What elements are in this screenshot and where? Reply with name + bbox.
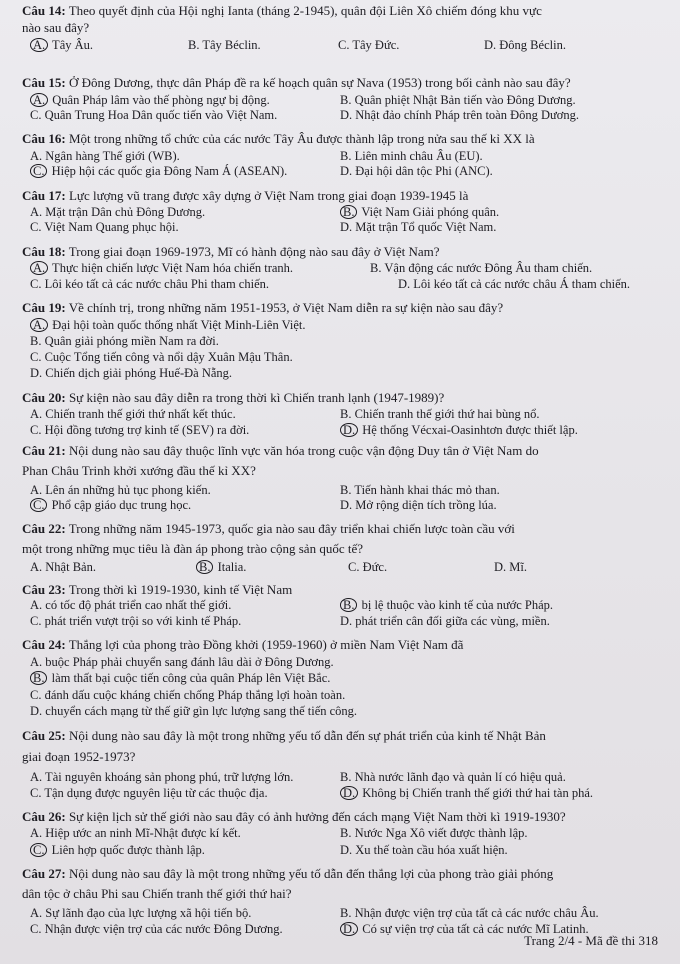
question-14-line: [22, 3, 542, 18]
circled-answer-letter: B.: [196, 560, 213, 574]
page-footer: Trang 2/4 - Mã đề thi 318: [524, 933, 658, 948]
option-text: Ngân hàng Thế giới (WB).: [42, 149, 180, 163]
option-b[interactable]: [340, 906, 599, 921]
option-a[interactable]: [30, 560, 96, 575]
question-text: Thắng lợi của phong trào Đồng khởi (1959-1960) ở miền Nam Việt Nam đã: [68, 637, 464, 652]
option-d[interactable]: [340, 922, 589, 937]
question-text: Nội dung nào sau đây là một trong những yếu tố dẫn đến thắng lợi của phong trào giải phóng: [68, 866, 554, 881]
question-25-line: [22, 728, 546, 743]
question-15-line: [22, 75, 571, 90]
option-letter: D.: [340, 220, 353, 234]
question-text: giai đoạn 1952-1973?: [22, 749, 136, 764]
option-letter: A.: [30, 598, 43, 612]
option-b[interactable]: [340, 770, 566, 785]
option-text: Không bị Chiến tranh thế giới thứ hai tàn phá.: [359, 786, 593, 800]
option-letter: A.: [30, 483, 43, 497]
option-text: Cuộc Tổng tiến công và nổi dậy Xuân Mậu Thân.: [41, 350, 293, 364]
option-letter: D.: [340, 498, 353, 512]
option-text: Liên hợp quốc được thành lập.: [48, 843, 205, 857]
question-number: Câu 22:: [22, 521, 66, 536]
option-text: Liên minh châu Âu (EU).: [351, 149, 483, 163]
option-text: Đông Béclin.: [496, 38, 566, 52]
option-letter: C.: [348, 560, 360, 574]
option-a[interactable]: [30, 598, 231, 613]
option-text: Tiến hành khai thác mỏ than.: [351, 483, 500, 497]
option-letter: B.: [340, 407, 352, 421]
option-letter: C.: [30, 688, 42, 702]
option-text: Mặt trận Tổ quốc Việt Nam.: [352, 220, 497, 234]
option-letter: A.: [30, 407, 43, 421]
option-text: phát triển vượt trội so với kinh tế Pháp.: [41, 614, 242, 628]
option-text: phát triển cân đối giữa các vùng, miền.: [352, 614, 550, 628]
question-16-line: [22, 131, 535, 146]
circled-answer-letter: B.: [340, 205, 357, 219]
option-b[interactable]: [196, 560, 246, 575]
option-letter: A.: [30, 560, 43, 574]
circled-answer-letter: C.: [30, 164, 47, 178]
option-d[interactable]: [340, 614, 550, 629]
option-text: Lôi kéo tất cả các nước châu Phi tham chiến.: [41, 277, 270, 291]
question-text: Về chính trị, trong những năm 1951-1953, ở Việt Nam diễn ra sự kiện nào sau đây?: [68, 300, 504, 315]
question-number: Câu 19:: [22, 300, 66, 315]
option-letter: D.: [340, 614, 353, 628]
option-letter: C.: [338, 38, 350, 52]
option-letter: D.: [484, 38, 497, 52]
question-number: Câu 23:: [22, 582, 66, 597]
question-text: Sự kiện nào sau đây diễn ra trong thời kì Chiến tranh lạnh (1947-1989)?: [68, 390, 445, 405]
circled-answer-letter: B.: [340, 598, 357, 612]
question-17-line: [22, 188, 468, 203]
option-b[interactable]: [340, 598, 553, 613]
question-text: nào sau đây?: [22, 20, 90, 35]
option-text: Chiến tranh thế giới thứ hai bùng nổ.: [351, 407, 540, 421]
option-text: đánh dấu cuộc kháng chiến chống Pháp thắng lợi hoàn toàn.: [41, 688, 346, 702]
option-a[interactable]: [30, 38, 93, 53]
question-text: một trong những mục tiêu là đàn áp phong trào cộng sản quốc tế?: [22, 541, 363, 556]
option-c[interactable]: [30, 922, 283, 937]
option-d[interactable]: [340, 108, 579, 123]
option-d[interactable]: [340, 423, 578, 438]
option-text: Có sự viện trợ của tất cả các nước Mĩ Latinh.: [359, 922, 589, 936]
option-a[interactable]: [30, 407, 236, 422]
option-b[interactable]: [188, 38, 261, 53]
circled-answer-letter: A.: [30, 38, 48, 52]
option-letter: C.: [30, 922, 42, 936]
option-letter: A.: [30, 770, 43, 784]
question-number: Câu 18:: [22, 244, 66, 259]
option-letter: D.: [340, 164, 353, 178]
question-text: Trong những năm 1945-1973, quốc gia nào sau đây triển khai chiến lược toàn cầu với: [68, 521, 515, 536]
question-number: Câu 16:: [22, 131, 66, 146]
option-letter: C.: [30, 277, 42, 291]
option-b[interactable]: [340, 205, 499, 220]
question-text: Nội dung nào sau đây thuộc lĩnh vực văn hóa trong cuộc vận động Duy tân ở Việt Nam do: [68, 443, 539, 458]
question-22-line: [22, 541, 363, 556]
option-text: Tây Đức.: [349, 38, 400, 52]
option-text: Quân phiệt Nhật Bản tiến vào Đông Dương.: [351, 93, 576, 107]
option-text: Mặt trận Dân chủ Đông Dương.: [42, 205, 206, 219]
question-number: Câu 20:: [22, 390, 66, 405]
option-a[interactable]: [30, 906, 251, 921]
option-letter: C.: [30, 108, 42, 122]
option-letter: D.: [340, 843, 353, 857]
option-text: Tài nguyên khoáng sản phong phú, trữ lượng lớn.: [42, 770, 294, 784]
option-text: chuyển cách mạng từ thế giữ gìn lực lượng sang thế tiến công.: [42, 704, 358, 718]
question-text: Lực lượng vũ trang được xây dựng ở Việt Nam trong giai đoạn 1939-1945 là: [68, 188, 469, 203]
option-letter: B.: [340, 906, 352, 920]
question-text: Ở Đông Dương, thực dân Pháp đề ra kế hoạch quân sự Nava (1953) trong bối cảnh nào sau đây?: [68, 75, 571, 90]
question-number: Câu 21:: [22, 443, 66, 458]
option-text: Phổ cập giáo dục trung học.: [48, 498, 192, 512]
option-letter: A.: [30, 655, 43, 669]
option-text: Thực hiện chiến lược Việt Nam hóa chiến tranh.: [49, 261, 294, 275]
option-b[interactable]: [340, 826, 528, 841]
option-c[interactable]: [30, 786, 268, 801]
option-text: Hiệp hội các quốc gia Đông Nam Á (ASEAN).: [48, 164, 288, 178]
question-24-line: [22, 637, 463, 652]
question-22-line: [22, 521, 515, 536]
option-letter: B.: [188, 38, 200, 52]
circled-answer-letter: A.: [30, 261, 48, 275]
option-text: Nhà nước lãnh đạo và quản lí có hiệu quả.: [351, 770, 566, 784]
option-letter: C.: [30, 220, 42, 234]
option-c[interactable]: [338, 38, 399, 53]
option-b[interactable]: [30, 334, 219, 349]
option-a[interactable]: [30, 205, 205, 220]
option-letter: A.: [30, 826, 43, 840]
option-text: Hiệp ước an ninh Mĩ-Nhật được kí kết.: [42, 826, 241, 840]
option-d[interactable]: [340, 164, 493, 179]
option-a[interactable]: [30, 93, 270, 108]
question-text: Sự kiện lịch sử thế giới nào sau đây có ảnh hưởng đến cách mạng Việt Nam thời kì 1919-1930?: [68, 809, 566, 824]
option-c[interactable]: [30, 164, 287, 179]
option-letter: B.: [340, 149, 352, 163]
circled-answer-letter: D.: [340, 786, 358, 800]
option-c[interactable]: [348, 560, 387, 575]
option-d[interactable]: [340, 498, 497, 513]
question-18-line: [22, 244, 440, 259]
option-c[interactable]: [30, 220, 179, 235]
option-letter: C.: [30, 350, 42, 364]
option-a[interactable]: [30, 261, 293, 276]
option-text: Quân Pháp lâm vào thế phòng ngự bị động.: [49, 93, 270, 107]
option-d[interactable]: [340, 786, 593, 801]
option-b[interactable]: [340, 407, 539, 422]
option-text: Việt Nam Quang phục hội.: [41, 220, 179, 234]
question-text: dân tộc ở châu Phi sau Chiến tranh thế giới thứ hai?: [22, 886, 292, 901]
option-text: Mĩ.: [506, 560, 527, 574]
option-b[interactable]: [340, 483, 500, 498]
question-27-line: [22, 866, 553, 881]
option-letter: B.: [340, 93, 352, 107]
option-text: Tây Béclin.: [199, 38, 261, 52]
option-c[interactable]: [30, 277, 269, 292]
option-text: Xu thế toàn cầu hóa xuất hiện.: [352, 843, 508, 857]
option-text: Mở rộng diện tích trồng lúa.: [352, 498, 497, 512]
question-number: Câu 25:: [22, 728, 66, 743]
option-c[interactable]: [30, 498, 191, 513]
question-14-line: [22, 20, 89, 35]
option-text: Quân giải phóng miền Nam ra đời.: [41, 334, 219, 348]
circled-answer-letter: A.: [30, 93, 48, 107]
question-number: Câu 14:: [22, 3, 66, 18]
option-letter: C.: [30, 614, 42, 628]
option-c[interactable]: [30, 843, 205, 858]
option-text: Đại hội toàn quốc thống nhất Việt Minh-Liên Việt.: [49, 318, 306, 332]
option-text: Sự lãnh đạo của lực lượng xã hội tiến bộ.: [42, 906, 252, 920]
option-a[interactable]: [30, 655, 334, 670]
question-number: Câu 27:: [22, 866, 66, 881]
circled-answer-letter: D.: [340, 423, 358, 437]
question-21-line: [22, 443, 539, 458]
option-d[interactable]: [30, 366, 232, 381]
option-d[interactable]: [398, 277, 630, 292]
option-text: Nhận được viện trợ của các nước Đông Dương.: [41, 922, 283, 936]
circled-answer-letter: A.: [30, 318, 48, 332]
option-d[interactable]: [30, 704, 357, 719]
option-letter: A.: [30, 205, 43, 219]
question-number: Câu 26:: [22, 809, 66, 824]
question-20-line: [22, 390, 444, 405]
question-19-line: [22, 300, 503, 315]
question-number: Câu 17:: [22, 188, 66, 203]
option-a[interactable]: [30, 149, 180, 164]
option-d[interactable]: [340, 843, 508, 858]
question-21-line: [22, 463, 256, 478]
option-text: Nhận được viện trợ của tất cả các nước châu Âu.: [351, 906, 599, 920]
question-text: Trong thời kì 1919-1930, kinh tế Việt Nam: [68, 582, 293, 597]
option-d[interactable]: [494, 560, 527, 575]
option-c[interactable]: [30, 688, 345, 703]
option-letter: D.: [494, 560, 507, 574]
option-c[interactable]: [30, 614, 241, 629]
question-25-line: [22, 749, 135, 764]
option-text: Nước Nga Xô viết được thành lập.: [351, 826, 528, 840]
question-text: Một trong những tổ chức của các nước Tây Âu được thành lập trong nửa sau thế kỉ XX là: [68, 131, 535, 146]
option-text: Italia.: [214, 560, 247, 574]
circled-answer-letter: C.: [30, 843, 47, 857]
option-text: Việt Nam Giải phóng quân.: [358, 205, 500, 219]
option-text: Quân Trung Hoa Dân quốc tiến vào Việt Nam.: [41, 108, 278, 122]
option-b[interactable]: [30, 671, 330, 686]
option-text: Đại hội dân tộc Phi (ANC).: [352, 164, 493, 178]
option-text: Hệ thống Vécxai-Oasinhtơn được thiết lập.: [359, 423, 578, 437]
option-letter: D.: [30, 366, 43, 380]
option-d[interactable]: [484, 38, 566, 53]
option-a[interactable]: [30, 318, 306, 333]
option-letter: B.: [30, 334, 42, 348]
option-text: Chiến dịch giải phóng Huế-Đà Nẵng.: [42, 366, 233, 380]
option-letter: A.: [30, 906, 43, 920]
circled-answer-letter: B.: [30, 671, 47, 685]
option-letter: B.: [340, 826, 352, 840]
option-text: làm thất bại cuộc tiến công của quân Pháp lên Việt Bắc.: [48, 671, 331, 685]
option-text: Chiến tranh thế giới thứ nhất kết thúc.: [42, 407, 236, 421]
option-text: buộc Pháp phải chuyển sang đánh lâu dài ở Đông Dương.: [42, 655, 334, 669]
option-d[interactable]: [340, 220, 496, 235]
option-letter: C.: [30, 786, 42, 800]
option-letter: B.: [340, 770, 352, 784]
option-text: Lên án những hủ tục phong kiến.: [42, 483, 211, 497]
question-26-line: [22, 809, 566, 824]
option-text: Nhật Bản.: [42, 560, 96, 574]
option-text: Lôi kéo tất cả các nước châu Á tham chiến.: [410, 277, 631, 291]
option-b[interactable]: [340, 149, 483, 164]
option-b[interactable]: [370, 261, 592, 276]
option-text: bị lệ thuộc vào kinh tế của nước Pháp.: [358, 598, 554, 612]
option-letter: A.: [30, 149, 43, 163]
option-text: Tận dụng được nguyên liệu từ các thuộc địa.: [41, 786, 268, 800]
option-letter: C.: [30, 423, 42, 437]
option-a[interactable]: [30, 770, 293, 785]
option-letter: D.: [340, 108, 353, 122]
option-c[interactable]: [30, 350, 293, 365]
option-a[interactable]: [30, 483, 211, 498]
option-letter: B.: [370, 261, 382, 275]
option-c[interactable]: [30, 108, 277, 123]
option-text: Nhật đảo chính Pháp trên toàn Đông Dương.: [352, 108, 580, 122]
option-text: có tốc độ phát triển cao nhất thế giới.: [42, 598, 232, 612]
question-number: Câu 24:: [22, 637, 66, 652]
question-text: Phan Châu Trinh khởi xướng đầu thế kỉ XX?: [22, 463, 256, 478]
option-text: Hội đồng tương trợ kinh tế (SEV) ra đời.: [41, 423, 250, 437]
question-27-line: [22, 886, 292, 901]
option-text: Tây Âu.: [49, 38, 94, 52]
option-text: Vận động các nước Đông Âu tham chiến.: [381, 261, 593, 275]
option-text: Đức.: [359, 560, 388, 574]
question-23-line: [22, 582, 292, 597]
option-letter: D.: [30, 704, 43, 718]
option-b[interactable]: [340, 93, 576, 108]
circled-answer-letter: C.: [30, 498, 47, 512]
question-number: Câu 15:: [22, 75, 66, 90]
option-letter: D.: [398, 277, 411, 291]
question-text: Trong giai đoạn 1969-1973, Mĩ có hành động nào sau đây ở Việt Nam?: [68, 244, 440, 259]
option-c[interactable]: [30, 423, 249, 438]
option-a[interactable]: [30, 826, 241, 841]
question-text: Nội dung nào sau đây là một trong những yếu tố dẫn đến sự phát triển của kinh tế Nhật Bản: [68, 728, 546, 743]
option-letter: B.: [340, 483, 352, 497]
circled-answer-letter: D.: [340, 922, 358, 936]
question-text: Theo quyết định của Hội nghị Ianta (tháng 2-1945), quân đội Liên Xô chiếm đóng khu vực: [68, 3, 542, 18]
